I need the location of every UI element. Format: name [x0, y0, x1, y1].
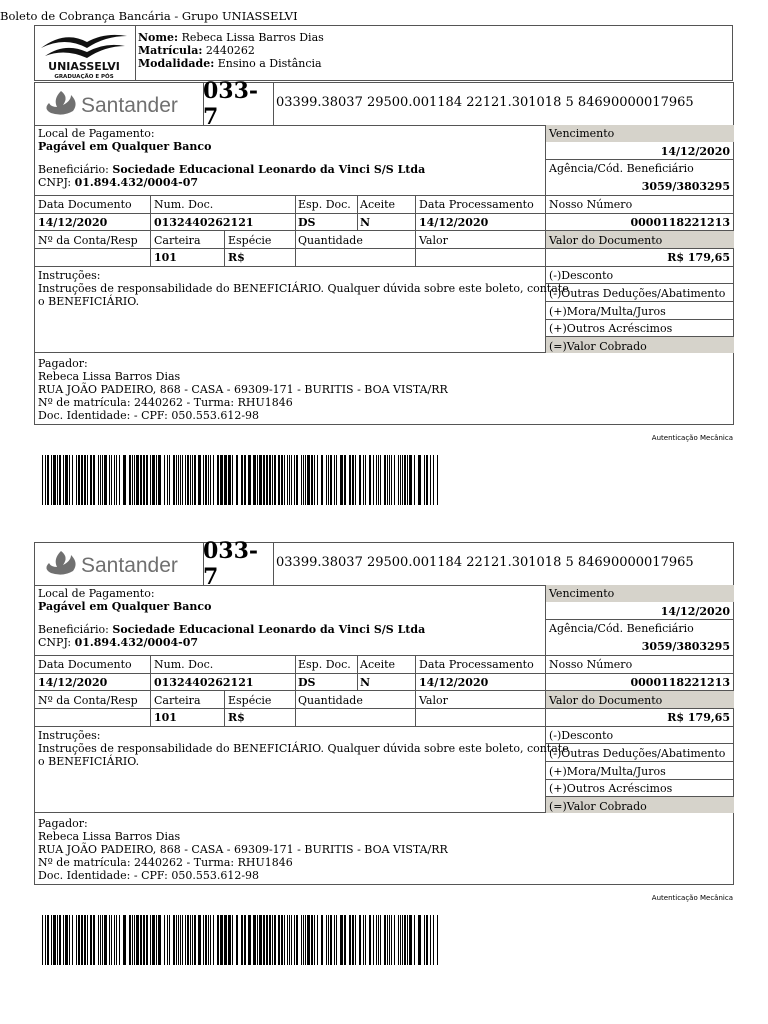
beneficiario-label: Beneficiário:	[38, 163, 109, 176]
bank-row	[34, 78, 734, 130]
outros-acrescimos-label: (+)Outros Acréscimos	[549, 782, 673, 795]
santander-logo	[35, 83, 204, 125]
svg-text:UNIASSELVI: UNIASSELVI	[48, 60, 120, 73]
linha-digitavel: 03399.38037 29500.001184 22121.301018 5 84690000017965	[276, 555, 694, 570]
bank-row	[34, 538, 734, 590]
pagador-nome: Rebeca Lissa Barros Dias	[38, 830, 181, 843]
agencia-label: Agência/Cód. Beneficiário	[549, 162, 694, 175]
agencia-label: Agência/Cód. Beneficiário	[549, 622, 694, 635]
bank-code: 033-7	[203, 543, 274, 585]
desconto-label: (-)Desconto	[549, 729, 614, 742]
nosso-numero-label: Nosso Número	[549, 658, 633, 671]
data-documento-value: 14/12/2020	[38, 676, 108, 689]
nosso-numero-value: 0000118221213	[630, 216, 730, 229]
cnpj-label: CNPJ:	[38, 176, 72, 189]
especie-value: R$	[228, 251, 245, 264]
svg-text:Santander: Santander	[81, 94, 178, 117]
instrucoes-line1: Instruções de responsabilidade do BENEFICIÁRIO. Qualquer dúvida sobre este boleto, contate	[38, 742, 569, 755]
vencimento-label: Vencimento	[549, 587, 615, 600]
data-documento-label: Data Documento	[38, 198, 132, 211]
cnpj-label: CNPJ:	[38, 636, 72, 649]
aceite-label: Aceite	[360, 658, 396, 671]
pagador-label: Pagador:	[38, 357, 88, 370]
pagador-label: Pagador:	[38, 817, 88, 830]
data-processamento-label: Data Processamento	[419, 198, 534, 211]
data-documento-label: Data Documento	[38, 658, 132, 671]
data-processamento-value: 14/12/2020	[419, 676, 489, 689]
page-title: Boleto de Cobrança Bancária - Grupo UNIASSELVI	[0, 9, 298, 23]
barcode	[42, 915, 438, 965]
cnpj-value: 01.894.432/0004-07	[74, 636, 199, 649]
boleto-fields	[34, 585, 734, 813]
especie-label: Espécie	[228, 694, 272, 707]
beneficiario-value: Sociedade Educacional Leonardo da Vinci S/S Ltda	[112, 163, 426, 176]
quantidade-label: Quantidade	[298, 694, 363, 707]
vencimento-value: 14/12/2020	[660, 145, 730, 158]
matricula-value: 2440262	[205, 44, 255, 58]
aceite-value: N	[360, 216, 371, 229]
local-pagamento-label: Local de Pagamento:	[38, 587, 155, 600]
valor-cobrado-label: (=)Valor Cobrado	[549, 340, 647, 353]
data-documento-value: 14/12/2020	[38, 216, 108, 229]
nosso-numero-value: 0000118221213	[630, 676, 730, 689]
num-doc-label: Num. Doc.	[154, 198, 214, 211]
esp-doc-value: DS	[298, 216, 316, 229]
pagador-doc: Doc. Identidade: - CPF: 050.553.612-98	[38, 869, 260, 882]
desconto-label: (-)Desconto	[549, 269, 614, 282]
pagador-matricula: Nº de matrícula: 2440262 - Turma: RHU1846	[38, 856, 293, 869]
especie-label: Espécie	[228, 234, 272, 247]
nome-label: Nome:	[138, 31, 179, 44]
carteira-value: 101	[154, 711, 177, 724]
pagador-box	[34, 353, 734, 425]
instrucoes-line2: o BENEFICIÁRIO.	[38, 755, 140, 768]
local-pagamento-value: Pagável em Qualquer Banco	[38, 140, 212, 153]
local-pagamento-value: Pagável em Qualquer Banco	[38, 600, 212, 613]
santander-flame-icon	[35, 543, 203, 585]
local-pagamento-label: Local de Pagamento:	[38, 127, 155, 140]
carteira-value: 101	[154, 251, 177, 264]
valor-label: Valor	[419, 694, 448, 707]
especie-value: R$	[228, 711, 245, 724]
aceite-value: N	[360, 676, 371, 689]
modalidade-label: Modalidade:	[138, 57, 215, 71]
modalidade-value: Ensino a Distância	[217, 57, 322, 71]
agencia-value: 3059/3803295	[641, 180, 730, 193]
pagador-endereco: RUA JOÃO PADEIRO, 868 - CASA - 69309-171 - BURITIS - BOA VISTA/RR	[38, 843, 448, 856]
pagador-box	[34, 813, 734, 885]
aceite-label: Aceite	[360, 198, 396, 211]
bank-code: 033-7	[203, 83, 274, 125]
mora-label: (+)Mora/Multa/Juros	[549, 305, 666, 318]
santander-flame-icon	[35, 83, 203, 125]
esp-doc-label: Esp. Doc.	[298, 198, 351, 211]
carteira-label: Carteira	[154, 694, 201, 707]
svg-text:GRADUAÇÃO E PÓS: GRADUAÇÃO E PÓS	[54, 74, 114, 80]
instrucoes-label: Instruções:	[38, 729, 101, 742]
uniasselvi-logo	[35, 26, 136, 80]
student-header	[34, 25, 733, 81]
uniasselvi-logo-icon	[35, 26, 133, 80]
svg-text:Santander: Santander	[81, 554, 178, 577]
valor-documento-value: R$ 179,65	[667, 711, 730, 724]
beneficiario-label: Beneficiário:	[38, 623, 109, 636]
quantidade-label: Quantidade	[298, 234, 363, 247]
autenticacao-mecanica: Autenticação Mecânica	[651, 434, 733, 442]
nome-value: Rebeca Lissa Barros Dias	[181, 31, 324, 44]
instrucoes-line1: Instruções de responsabilidade do BENEFICIÁRIO. Qualquer dúvida sobre este boleto, contate	[38, 282, 569, 295]
beneficiario-value: Sociedade Educacional Leonardo da Vinci S/S Ltda	[112, 623, 426, 636]
pagador-nome: Rebeca Lissa Barros Dias	[38, 370, 181, 383]
data-processamento-label: Data Processamento	[419, 658, 534, 671]
valor-cobrado-label: (=)Valor Cobrado	[549, 800, 647, 813]
outras-deducoes-label: (-)Outras Deduções/Abatimento	[549, 747, 726, 760]
instrucoes-label: Instruções:	[38, 269, 101, 282]
autenticacao-mecanica: Autenticação Mecânica	[651, 894, 733, 902]
nosso-numero-label: Nosso Número	[549, 198, 633, 211]
cnpj-value: 01.894.432/0004-07	[74, 176, 199, 189]
vencimento-label: Vencimento	[549, 127, 615, 140]
esp-doc-label: Esp. Doc.	[298, 658, 351, 671]
matricula-label: Matrícula:	[138, 44, 203, 58]
valor-documento-value: R$ 179,65	[667, 251, 730, 264]
agencia-value: 3059/3803295	[641, 640, 730, 653]
pagador-endereco: RUA JOÃO PADEIRO, 868 - CASA - 69309-171 - BURITIS - BOA VISTA/RR	[38, 383, 448, 396]
num-doc-value: 0132440262121	[154, 216, 254, 229]
outros-acrescimos-label: (+)Outros Acréscimos	[549, 322, 673, 335]
boleto-fields	[34, 125, 734, 353]
carteira-label: Carteira	[154, 234, 201, 247]
valor-documento-label: Valor do Documento	[549, 694, 663, 707]
santander-logo	[35, 543, 204, 585]
mora-label: (+)Mora/Multa/Juros	[549, 765, 666, 778]
outras-deducoes-label: (-)Outras Deduções/Abatimento	[549, 287, 726, 300]
pagador-doc: Doc. Identidade: - CPF: 050.553.612-98	[38, 409, 260, 422]
conta-label: Nº da Conta/Resp	[38, 234, 138, 247]
conta-label: Nº da Conta/Resp	[38, 694, 138, 707]
pagador-matricula: Nº de matrícula: 2440262 - Turma: RHU1846	[38, 396, 293, 409]
barcode	[42, 455, 438, 505]
valor-label: Valor	[419, 234, 448, 247]
valor-documento-label: Valor do Documento	[549, 234, 663, 247]
instrucoes-line2: o BENEFICIÁRIO.	[38, 295, 140, 308]
data-processamento-value: 14/12/2020	[419, 216, 489, 229]
num-doc-label: Num. Doc.	[154, 658, 214, 671]
esp-doc-value: DS	[298, 676, 316, 689]
vencimento-value: 14/12/2020	[660, 605, 730, 618]
linha-digitavel: 03399.38037 29500.001184 22121.301018 5 84690000017965	[276, 95, 694, 110]
num-doc-value: 0132440262121	[154, 676, 254, 689]
